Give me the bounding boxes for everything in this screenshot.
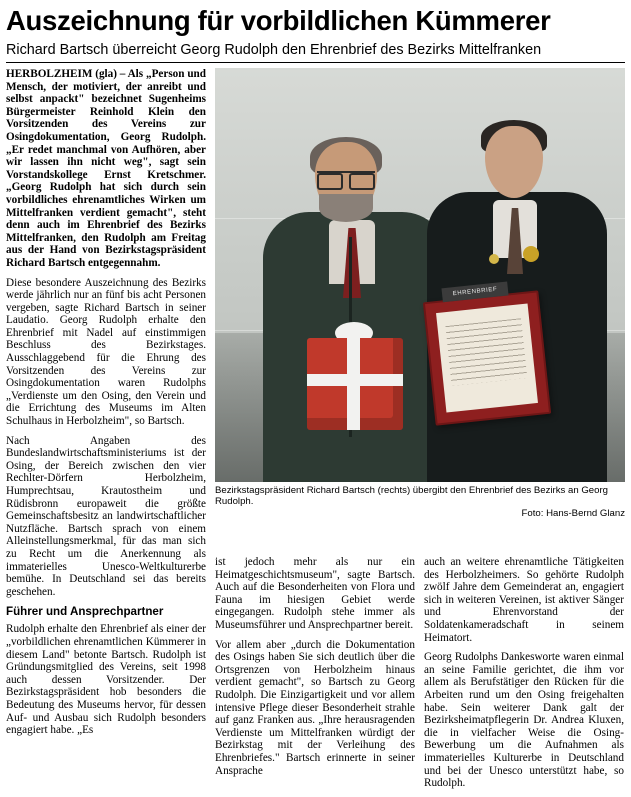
article-photo (215, 68, 625, 482)
glasses-icon (317, 171, 375, 187)
lapel-pin (489, 254, 499, 264)
person-richard-bartsch (427, 126, 607, 482)
certificate-folder (423, 286, 551, 425)
newspaper-article-page (0, 5, 631, 790)
paragraph: Diese besondere Auszeichnung des Bezirks werde jährlich nur an fünf bis acht Personen vergeben, sagte Richard Bartsch in seiner Laudatio. Georg Rudolph erhalte den Ehrenbrief mit Nadel auf einstimmigen Beschluss des Bezirkstages. Ausschlaggebend für die Ehrung des Vorsitzenden des Vereins zur Osingdokumentation waren Rudolphs „Verdienste um den Osing, den Verein und die Errichtung des Museums im Alten Schulhaus in Herbolzheim", so Bartsch. (6, 276, 206, 428)
article-body (6, 68, 625, 797)
column-1 (6, 68, 206, 797)
certificate-plaque-label: EHRENBRIEF (441, 281, 508, 302)
paragraph: auch an weitere ehrenamtliche Tätigkeiten des Herbolzheimers. So gehörte Rudolph zwölf Jahre dem Gemeinderat an, engagiert sich in weiteren Vereinen, ist aktiver Sänger und Ehrenvorstand der Soldatenkameradschaft in seinem Heimatort. (424, 556, 624, 644)
paragraph: Rudolph erhalte den Ehrenbrief als einer der „vorbildlichen ehrenamtlichen Kümmerer in diesem Land" betonte Bartsch. Rudolph ist Gründungsmitglied des Vereins, seit 1998 auch dessen Vorsitzender. Der Bezirkstagspräsident hob besonders die Bedeutung des Museums hervor, für dessen Auf- und Ausbau sich Rudolph besonders engagiert habe. „Es (6, 623, 206, 737)
paragraph: Vor allem aber „durch die Dokumentation des Osings haben Sie sich deutlich über die Ortsgrenzen von Herbolzheim hinaus verdient gemacht", so Bartsch zu Georg Rudolph. Die Einzigartigkeit und vor allem intensive Pflege dieser Besonderheit strahle auf ganz Franken aus. „Ihre herausragenden Verdienste um Mittelfranken würdigt der Bezirkstag mit der Verleihung des Ehrenbriefes." Bartsch erinnerte in seiner Ansprache (215, 638, 415, 777)
person-left-beard (319, 194, 373, 222)
header-divider (6, 62, 625, 63)
paragraph: Nach Angaben des Bundeslandwirtschaftsministeriums ist der Osing, der Bereich zwischen den vier Rechlter-Dörfern Herbolzheim, Humprechtsau, Krautostheim und Rüdisbronn europaweit die größte Gemeinschaftsbesitz an landwirtschaftlicher Nutzfläche. Bartsch sprach von einem Alleinstellungsmerkmal, für das man sich zu Recht um die Anerkennung als immaterielles Unesco-Weltkulturerbe bemühe. In Deutschland sei das bereits geschehen. (6, 434, 206, 598)
medal-icon (523, 246, 539, 262)
photo-credit: Foto: Hans-Bernd Glanz (521, 507, 625, 519)
article-photo-block (215, 68, 625, 519)
gift-ribbon-vertical (347, 338, 360, 430)
photo-caption: Bezirkstagspräsident Richard Bartsch (rechts) übergibt den Ehrenbrief des Bezirks an Georg Rudolph. (215, 485, 608, 508)
paragraph-lead: HERBOLZHEIM (gla) – Als „Person und Mensch, der motiviert, der anreibt und selbst anpackt" bezeichnet Sugenheims Bürgermeister Reinhold Klein den Vorsitzenden des Vereins zur Osingdokumentation, Georg Rudolph. „Er redet manchmal von Aufhören, aber wir lassen ihn nicht weg", sagt sein Vorstandskollege Ernst Kretschmer. „Georg Rudolph hat sich durch sein vorbildliches ehrenamtliches Wirken um Mittelfranken verdient gemacht", steht denn auch im Ehrenbrief des Bezirks Mittelfranken, den Rudolph am Freitag aus der Hand von Bezirkstagspräsident Richard Bartsch entgegennahm. (6, 68, 206, 269)
certificate-text-lines (445, 318, 527, 386)
paragraph: Georg Rudolphs Dankesworte waren einmal an seine Familie gerichtet, die ihm vor allem als Berufstätiger den Rücken für die Arbeiten rund um den Osing freigehalten habe. Sein weiterer Dank galt der Bezirksheimatpflegerin Dr. Andrea Kluxen, die in vielfacher Weise die Osing-Bewerbung um die Aufnahmen als immaterielles Kulturerbe in Deutschland und bei der Unesco unterstützt habe, so Rudolph. (424, 651, 624, 790)
section-subheading: Führer und Ansprechpartner (6, 605, 164, 619)
certificate-sheet (436, 303, 538, 412)
page-title: Auszeichnung für vorbildlichen Kümmerer (6, 5, 551, 36)
article-subheadline: Richard Bartsch überreicht Georg Rudolph den Ehrenbrief des Bezirks Mittelfranken (6, 42, 542, 58)
person-georg-rudolph (263, 142, 448, 482)
person-right-head (485, 126, 543, 198)
paragraph: ist jedoch mehr als nur ein Heimatgeschichtsmuseum", sagte Bartsch. Auch auf die Besonderheiten von Flora und Fauna im hiesigen Gebiet werde eingegangen. Rudolph stehe immer als Museumsführer und Ansprechpartner bereit. (215, 556, 415, 631)
